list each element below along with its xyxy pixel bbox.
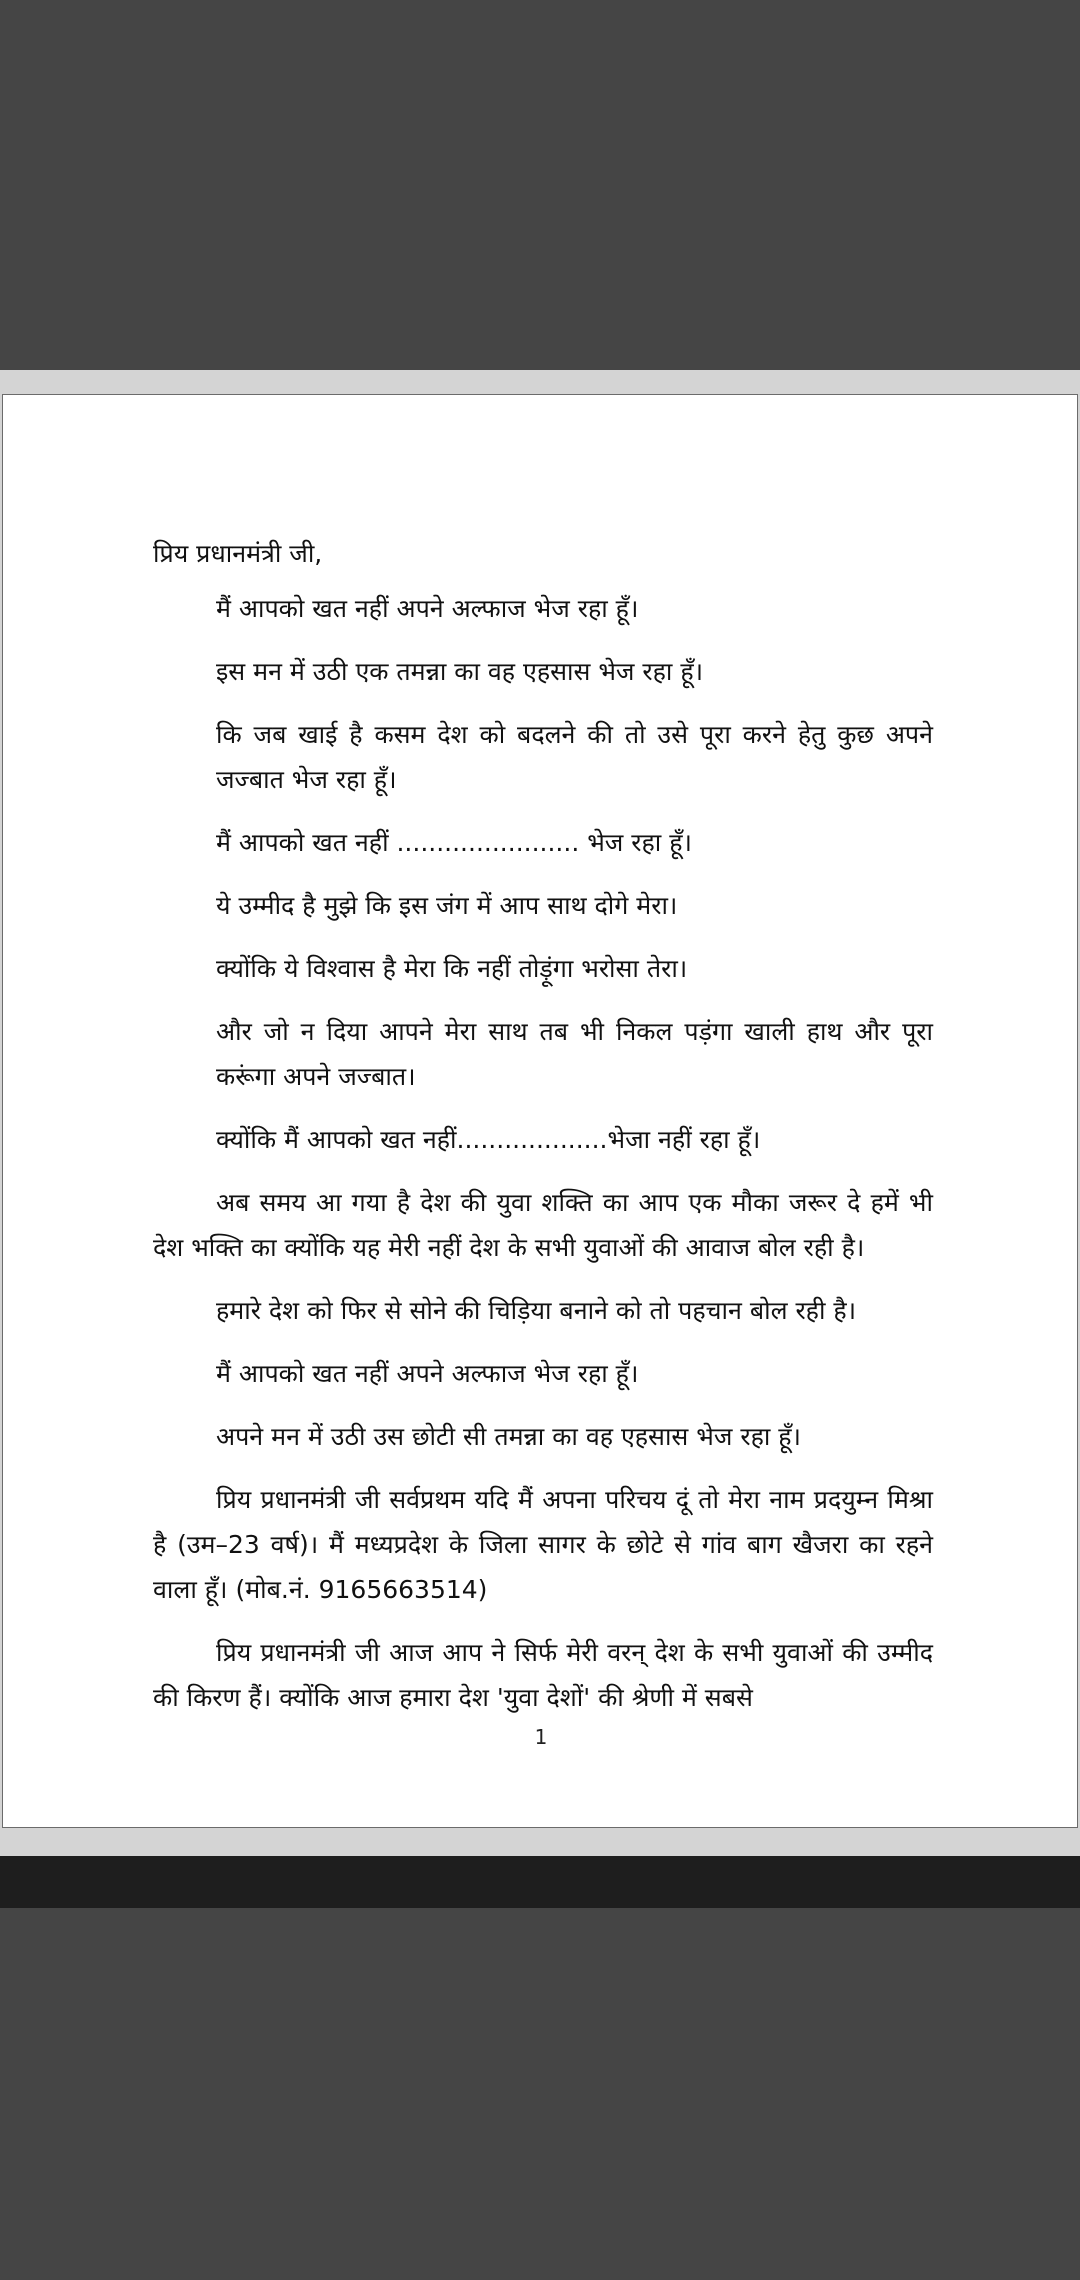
paragraph-1: मैं आपको खत नहीं अपने अल्फाज भेज रहा हूँ। (216, 594, 639, 623)
bottom-dark-area (0, 1908, 1080, 2280)
paragraph-6: क्योंकि ये विश्वास है मेरा कि नहीं तोड़ूंगा भरोसा तेरा। (216, 954, 688, 983)
paragraph-9: अब समय आ गया है देश की युवा शक्ति का आप एक मौका जरूर दे हमें भी देश भक्ति का क्योंकि यह मेरी नहीं देश के सभी युवाओं की आवाज बोल रही है। (153, 1188, 933, 1262)
document-page (2, 394, 1078, 1828)
paragraph-10: हमारे देश को फिर से सोने की चिड़िया बनाने को तो पहचान बोल रही है। (216, 1296, 857, 1325)
bottom-dark-strip (0, 1856, 1080, 1908)
letter-body (153, 531, 933, 1738)
paragraph-7: और जो न दिया आपने मेरा साथ तब भी निकल पड़ंगा खाली हाथ और पूरा करूंगा अपने जज्बात। (216, 1017, 933, 1091)
paragraph-13: प्रिय प्रधानमंत्री जी सर्वप्रथम यदि मैं अपना परिचय दूं तो मेरा नाम प्रदयुम्न मिश्रा है (उम–23 वर्ष)। मैं मध्यप्रदेश के जिला सागर के छोटे से गांव बाग खैजरा का रहने वाला हूँ। (मोब.नं. 9165663514) (153, 1485, 933, 1604)
paragraph-2: इस मन में उठी एक तमन्ना का वह एहसास भेज रहा हूँ। (216, 657, 704, 686)
top-dark-area (0, 0, 1080, 370)
paragraph-5: ये उम्मीद है मुझे कि इस जंग में आप साथ दोगे मेरा। (216, 891, 678, 920)
paragraph-12: अपने मन में उठी उस छोटी सी तमन्ना का वह एहसास भेज रहा हूँ। (216, 1422, 802, 1451)
paragraph-3: कि जब खाई है कसम देश को बदलने की तो उसे पूरा करने हेतु कुछ अपने जज्बात भेज रहा हूँ। (216, 720, 933, 794)
paragraph-4: मैं आपको खत नहीं ....................... भेज रहा हूँ। (216, 828, 692, 857)
paragraph-8: क्योंकि मैं आपको खत नहीं...................भेजा नहीं रहा हूँ। (216, 1125, 761, 1154)
salutation: प्रिय प्रधानमंत्री जी, (153, 539, 323, 568)
document-viewer[interactable] (0, 370, 1080, 1856)
page-number: 1 (534, 1725, 548, 1749)
paragraph-11: मैं आपको खत नहीं अपने अल्फाज भेज रहा हूँ। (216, 1359, 639, 1388)
paragraph-14: प्रिय प्रधानमंत्री जी आज आप ने सिर्फ मेरी वरन् देश के सभी युवाओं की उम्मीद की किरण हैं। क्योंकि आज हमारा देश 'युवा देशों' की श्रेणी में सबसे (153, 1638, 933, 1712)
